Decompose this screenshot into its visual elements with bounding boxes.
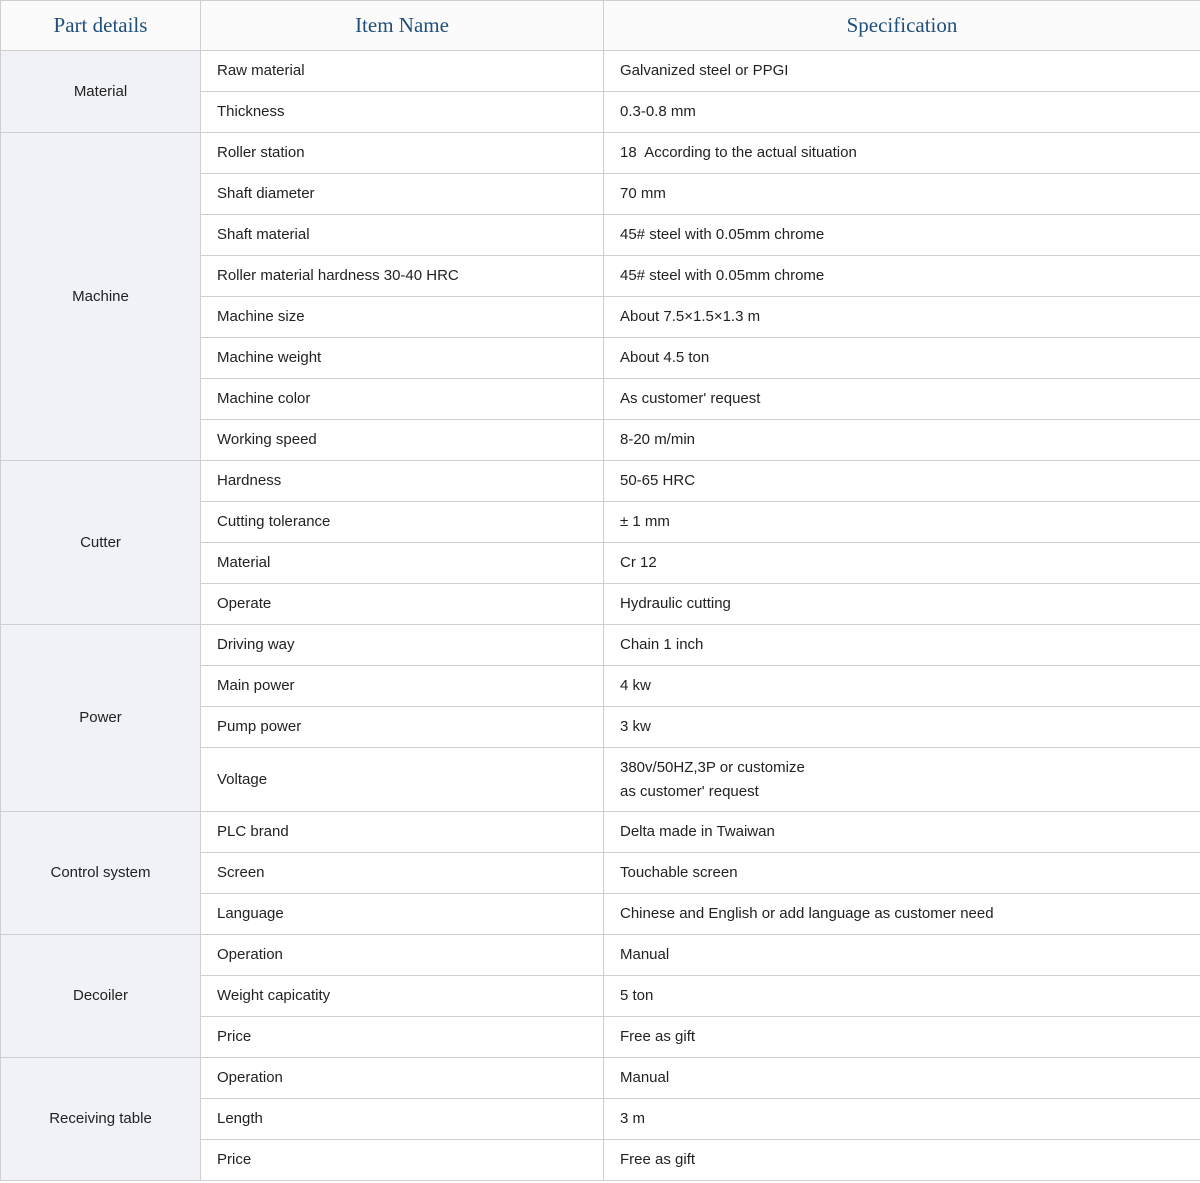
header-part-details: Part details [1,1,201,51]
item-name: Length [201,1099,604,1140]
header-row [1,1,1200,51]
item-name: Language [201,894,604,935]
header-item-name: Item Name [201,1,604,51]
item-name: Weight capicatity [201,976,604,1017]
spec-value: Manual [604,1058,1200,1099]
spec-value: 0.3-0.8 mm [604,92,1200,133]
table-row [1,51,1200,92]
spec-value: As customer' request [604,379,1200,420]
item-name: Pump power [201,707,604,748]
spec-value: 45# steel with 0.05mm chrome [604,215,1200,256]
item-name: Operation [201,935,604,976]
item-name: Main power [201,666,604,707]
item-name: Raw material [201,51,604,92]
item-name: Roller material hardness 30-40 HRC [201,256,604,297]
table-row [1,935,1200,976]
group-label: Power [1,625,201,812]
item-name: Shaft diameter [201,174,604,215]
spec-value: 3 kw [604,707,1200,748]
spec-value: Hydraulic cutting [604,584,1200,625]
spec-value: About 7.5×1.5×1.3 m [604,297,1200,338]
item-name: Hardness [201,461,604,502]
group-label: Receiving table [1,1058,201,1181]
spec-value: 5 ton [604,976,1200,1017]
spec-value-line: 380v/50HZ,3P or customize [620,758,805,776]
spec-value-line: as customer' request [620,782,759,800]
table-row [1,1058,1200,1099]
spec-value: Free as gift [604,1140,1200,1181]
group-label: Material [1,51,201,133]
spec-value: 4 kw [604,666,1200,707]
item-name: Working speed [201,420,604,461]
header-specification: Specification [604,1,1200,51]
item-name: Material [201,543,604,584]
item-name: Screen [201,853,604,894]
spec-value: 18 According to the actual situation [604,133,1200,174]
item-name: Shaft material [201,215,604,256]
item-name: Driving way [201,625,604,666]
table-row [1,133,1200,174]
table-row [1,625,1200,666]
item-name: Machine color [201,379,604,420]
group-label: Cutter [1,461,201,625]
spec-value [604,748,1200,812]
spec-value: 70 mm [604,174,1200,215]
spec-value: Manual [604,935,1200,976]
group-label: Control system [1,812,201,935]
item-name: Voltage [201,748,604,812]
spec-value: 3 m [604,1099,1200,1140]
group-label: Machine [1,133,201,461]
spec-value: 45# steel with 0.05mm chrome [604,256,1200,297]
spec-value: About 4.5 ton [604,338,1200,379]
table-row [1,812,1200,853]
table-row [1,461,1200,502]
item-name: Operation [201,1058,604,1099]
item-name: Cutting tolerance [201,502,604,543]
item-name: Machine weight [201,338,604,379]
spec-value: Cr 12 [604,543,1200,584]
item-name: Thickness [201,92,604,133]
spec-value: ± 1 mm [604,502,1200,543]
item-name: Machine size [201,297,604,338]
spec-value: Chinese and English or add language as customer need [604,894,1200,935]
spec-value: Touchable screen [604,853,1200,894]
item-name: PLC brand [201,812,604,853]
spec-value: Free as gift [604,1017,1200,1058]
group-label: Decoiler [1,935,201,1058]
spec-value: 50-65 HRC [604,461,1200,502]
spec-value: Chain 1 inch [604,625,1200,666]
spec-value: Delta made in Twaiwan [604,812,1200,853]
item-name: Operate [201,584,604,625]
spec-value: Galvanized steel or PPGI [604,51,1200,92]
item-name: Roller station [201,133,604,174]
item-name: Price [201,1017,604,1058]
item-name: Price [201,1140,604,1181]
spec-value: 8-20 m/min [604,420,1200,461]
